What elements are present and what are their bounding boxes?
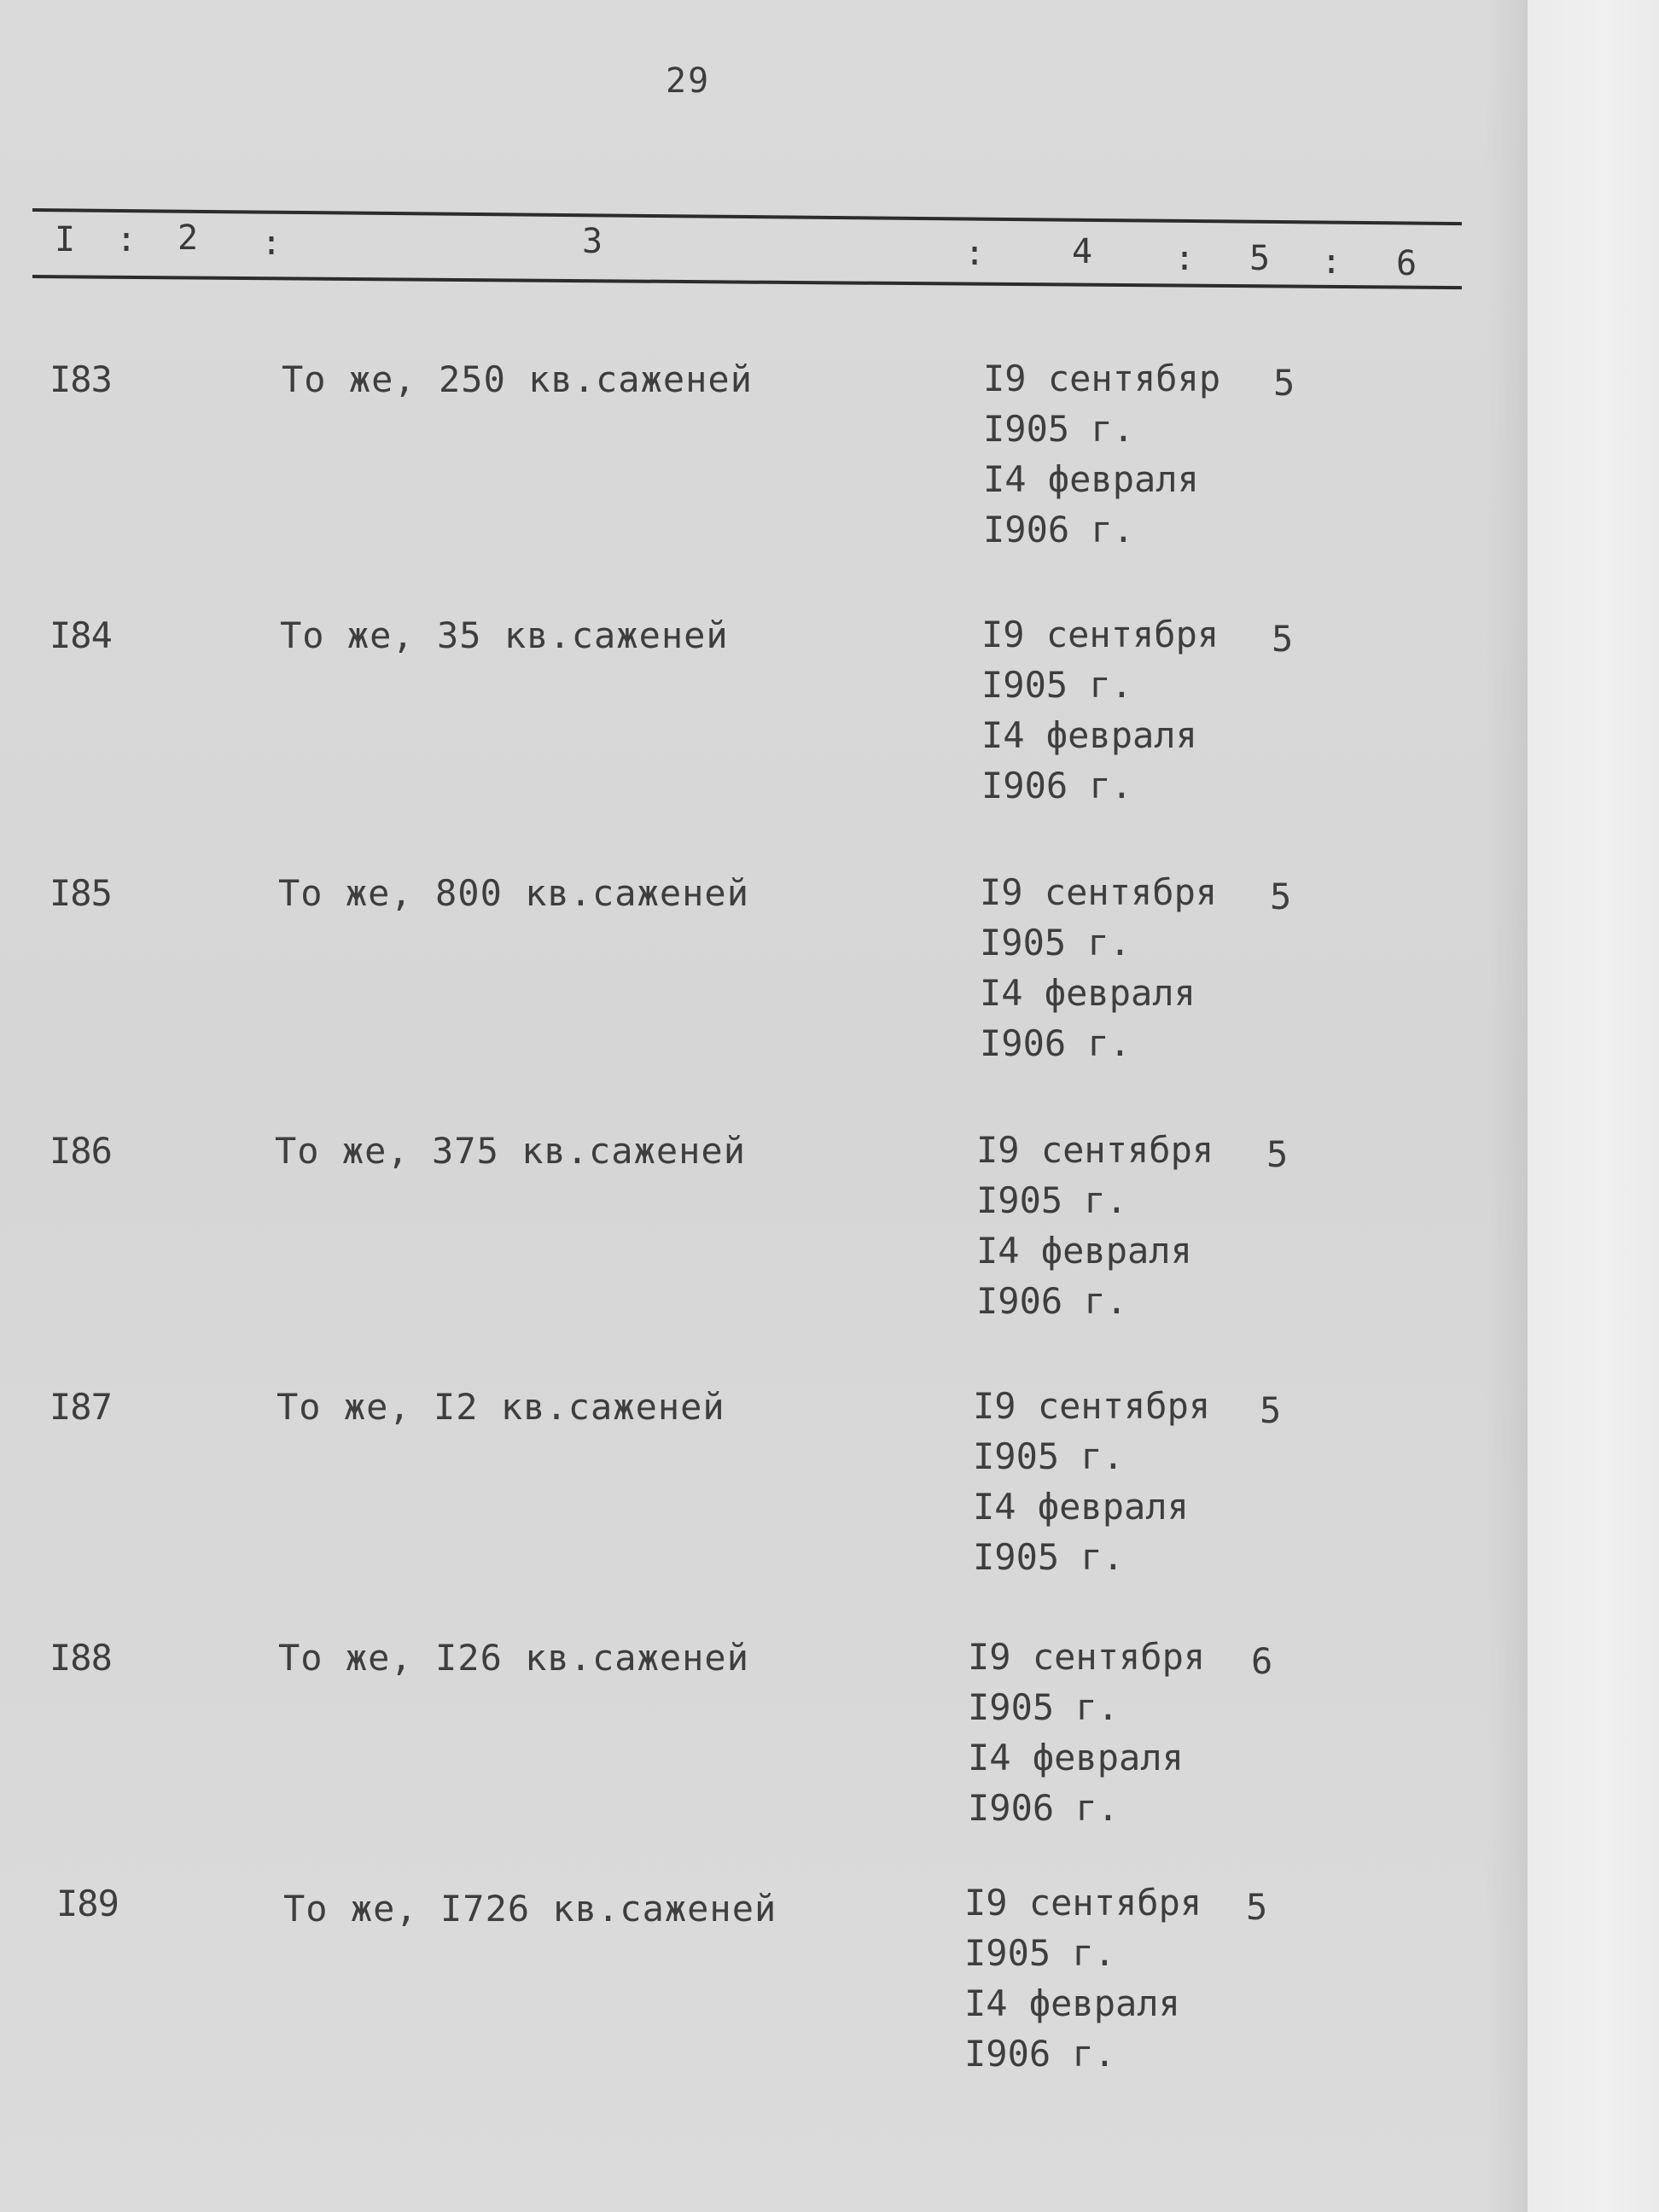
date-line: I4 февраля [973, 1486, 1189, 1528]
date-line: I905 г. [980, 922, 1132, 963]
date-line: I906 г. [976, 1280, 1128, 1322]
date-line: I906 г. [983, 509, 1135, 550]
row-dates [964, 1877, 1202, 2079]
row-description: То же, I26 кв.саженей [278, 1637, 750, 1679]
date-line: I906 г. [968, 1787, 1120, 1829]
header-col-1: I [55, 220, 76, 259]
table-row [0, 1386, 1528, 1591]
header-col-6: 6 [1396, 244, 1417, 283]
date-line: I4 февраля [976, 1230, 1192, 1272]
date-line: I9 сентября [968, 1636, 1206, 1678]
date-line: I905 г. [981, 664, 1133, 706]
row-number: I84 [49, 614, 112, 656]
row-description: То же, I726 кв.саженей [283, 1888, 777, 1930]
date-line: I4 февраля [968, 1737, 1184, 1778]
row-description: То же, I2 кв.саженей [276, 1386, 725, 1428]
row-dates [983, 353, 1220, 555]
row-description: То же, 35 кв.саженей [280, 614, 729, 656]
row-number: I87 [49, 1386, 112, 1428]
date-line: I905 г. [976, 1179, 1128, 1221]
header-col-4: 4 [1072, 232, 1093, 271]
row-description: То же, 800 кв.саженей [278, 872, 750, 914]
date-line: I905 г. [968, 1686, 1120, 1728]
page-number: 29 [666, 61, 711, 101]
date-line: I906 г. [981, 765, 1133, 806]
row-description: То же, 250 кв.саженей [282, 358, 754, 400]
date-line: I9 сентября [981, 614, 1220, 655]
table-row [0, 872, 1528, 1077]
row-col5-value: 5 [1266, 1133, 1289, 1175]
table-row [0, 614, 1528, 819]
row-col5-value: 6 [1251, 1640, 1273, 1682]
row-dates [980, 867, 1217, 1068]
header-separator: : [1321, 242, 1342, 282]
row-number: I89 [56, 1883, 119, 1924]
row-col5-value: 5 [1272, 618, 1294, 660]
date-line: I9 сентября [976, 1129, 1214, 1171]
header-col-3: 3 [582, 222, 603, 261]
date-line: I9 сентября [973, 1385, 1211, 1427]
date-line: I4 февраля [980, 972, 1196, 1014]
row-dates [968, 1632, 1205, 1833]
row-number: I83 [49, 358, 112, 400]
header-col-5: 5 [1249, 239, 1271, 278]
row-col5-value: 5 [1246, 1886, 1268, 1928]
header-col-2: 2 [178, 218, 199, 258]
header-separator: : [261, 224, 282, 263]
row-number: I86 [49, 1130, 112, 1172]
table-row [0, 358, 1528, 563]
row-number: I85 [49, 872, 112, 914]
row-col5-value: 5 [1270, 876, 1292, 917]
date-line: I905 г. [973, 1536, 1125, 1578]
row-col5-value: 5 [1273, 362, 1295, 404]
background-strip [1528, 0, 1659, 2212]
row-dates [973, 1381, 1210, 1582]
row-description: То же, 375 кв.саженей [275, 1130, 747, 1172]
date-line: I906 г. [964, 2033, 1116, 2075]
date-line: I9 сентября [964, 1882, 1202, 1924]
header-separator: : [116, 220, 137, 259]
date-line: I905 г. [973, 1435, 1125, 1477]
date-line: I9 сентябяр [983, 358, 1221, 399]
date-line: I905 г. [983, 408, 1135, 450]
date-line: I906 г. [980, 1022, 1132, 1064]
row-col5-value: 5 [1260, 1389, 1282, 1431]
header-separator: : [1174, 239, 1196, 278]
date-line: I4 февраля [981, 714, 1197, 756]
row-dates [981, 609, 1219, 811]
date-line: I9 сентября [980, 871, 1218, 913]
date-line: I4 февраля [964, 1982, 1180, 2024]
row-number: I88 [49, 1637, 112, 1679]
date-line: I4 февраля [983, 458, 1199, 500]
table-row [0, 1130, 1528, 1335]
table-row [0, 1637, 1528, 1842]
header-separator: : [964, 234, 986, 273]
date-line: I905 г. [964, 1932, 1116, 1974]
row-dates [976, 1125, 1214, 1326]
table-row [0, 1883, 1528, 2087]
